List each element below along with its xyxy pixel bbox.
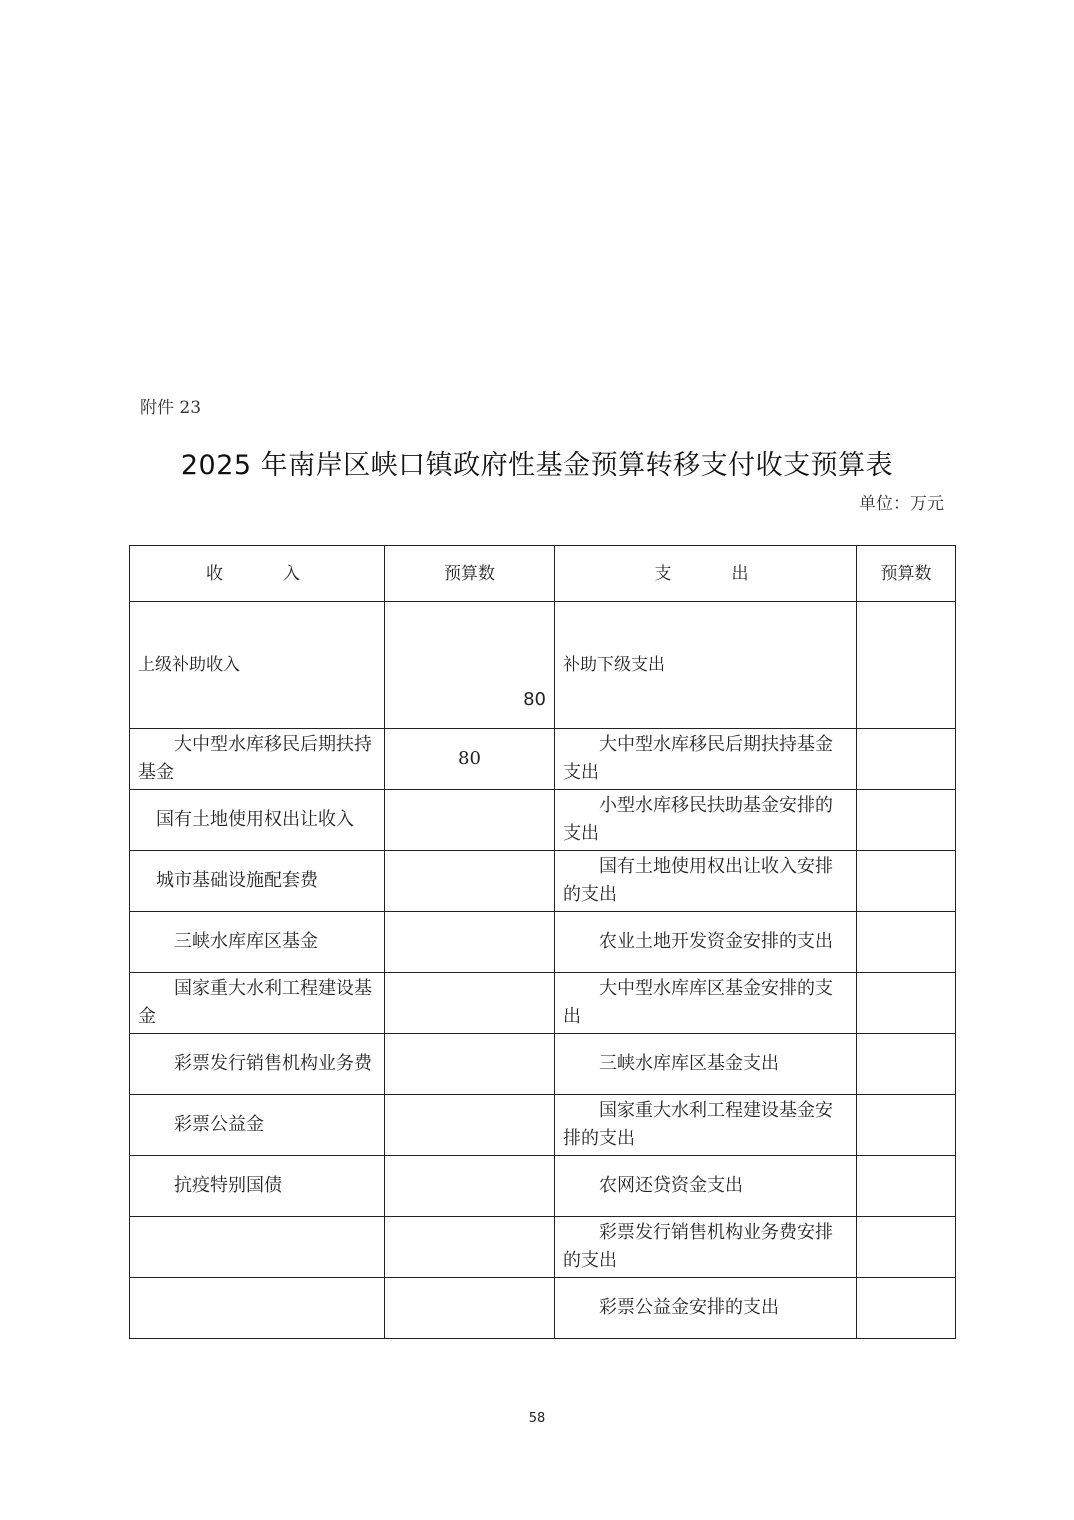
attachment-label: 附件 23 [140, 398, 202, 418]
unit-label: 单位：万元 [859, 494, 944, 514]
table-row [130, 1278, 956, 1339]
table-row [130, 1095, 956, 1156]
income-value [385, 1217, 555, 1278]
income-value [385, 851, 555, 912]
table-row [130, 790, 956, 851]
income-value [385, 912, 555, 973]
expense-value [857, 729, 956, 790]
expense-value [857, 912, 956, 973]
expense-item: 农网还贷资金支出 [555, 1156, 857, 1217]
expense-item: 彩票发行销售机构业务费安排的支出 [555, 1217, 857, 1278]
expense-item: 彩票公益金安排的支出 [555, 1278, 857, 1339]
header-expense: 支出 [555, 546, 857, 602]
summary-expense-value [857, 602, 956, 729]
table-row [130, 851, 956, 912]
table-row [130, 973, 956, 1034]
header-expense-budget: 预算数 [857, 546, 956, 602]
summary-expense-label: 补助下级支出 [555, 602, 857, 729]
summary-row [130, 602, 956, 729]
header-income-budget: 预算数 [385, 546, 555, 602]
table-row [130, 1034, 956, 1095]
expense-item: 小型水库移民扶助基金安排的支出 [555, 790, 857, 851]
expense-item: 三峡水库库区基金支出 [555, 1034, 857, 1095]
income-value [385, 1095, 555, 1156]
income-value: 80 [385, 729, 555, 790]
header-income: 收入 [130, 546, 385, 602]
expense-item: 国家重大水利工程建设基金安排的支出 [555, 1095, 857, 1156]
expense-value [857, 851, 956, 912]
page-number: 58 [528, 1411, 546, 1426]
income-item: 抗疫特别国债 [130, 1156, 385, 1217]
budget-table [129, 545, 956, 1339]
income-item [130, 1278, 385, 1339]
table-row [130, 912, 956, 973]
expense-item: 农业土地开发资金安排的支出 [555, 912, 857, 973]
expense-value [857, 973, 956, 1034]
table-header-row [130, 546, 956, 602]
income-item: 城市基础设施配套费 [130, 851, 385, 912]
income-value [385, 1156, 555, 1217]
expense-value [857, 790, 956, 851]
expense-value [857, 1278, 956, 1339]
income-item: 彩票发行销售机构业务费 [130, 1034, 385, 1095]
table-row [130, 729, 956, 790]
expense-value [857, 1095, 956, 1156]
expense-item: 大中型水库移民后期扶持基金支出 [555, 729, 857, 790]
expense-value [857, 1156, 956, 1217]
table-row [130, 1156, 956, 1217]
document-title: 2025 年南岸区峡口镇政府性基金预算转移支付收支预算表 [180, 450, 894, 481]
income-item: 国有土地使用权出让收入 [130, 790, 385, 851]
expense-value [857, 1217, 956, 1278]
income-item: 国家重大水利工程建设基金 [130, 973, 385, 1034]
income-item: 大中型水库移民后期扶持基金 [130, 729, 385, 790]
table-row [130, 1217, 956, 1278]
income-value [385, 790, 555, 851]
income-value [385, 1278, 555, 1339]
income-value [385, 1034, 555, 1095]
expense-item: 国有土地使用权出让收入安排的支出 [555, 851, 857, 912]
income-item: 三峡水库库区基金 [130, 912, 385, 973]
expense-item: 大中型水库库区基金安排的支出 [555, 973, 857, 1034]
income-value [385, 973, 555, 1034]
income-item [130, 1217, 385, 1278]
summary-income-label: 上级补助收入 [130, 602, 385, 729]
summary-income-value: 80 [385, 602, 555, 729]
expense-value [857, 1034, 956, 1095]
income-item: 彩票公益金 [130, 1095, 385, 1156]
